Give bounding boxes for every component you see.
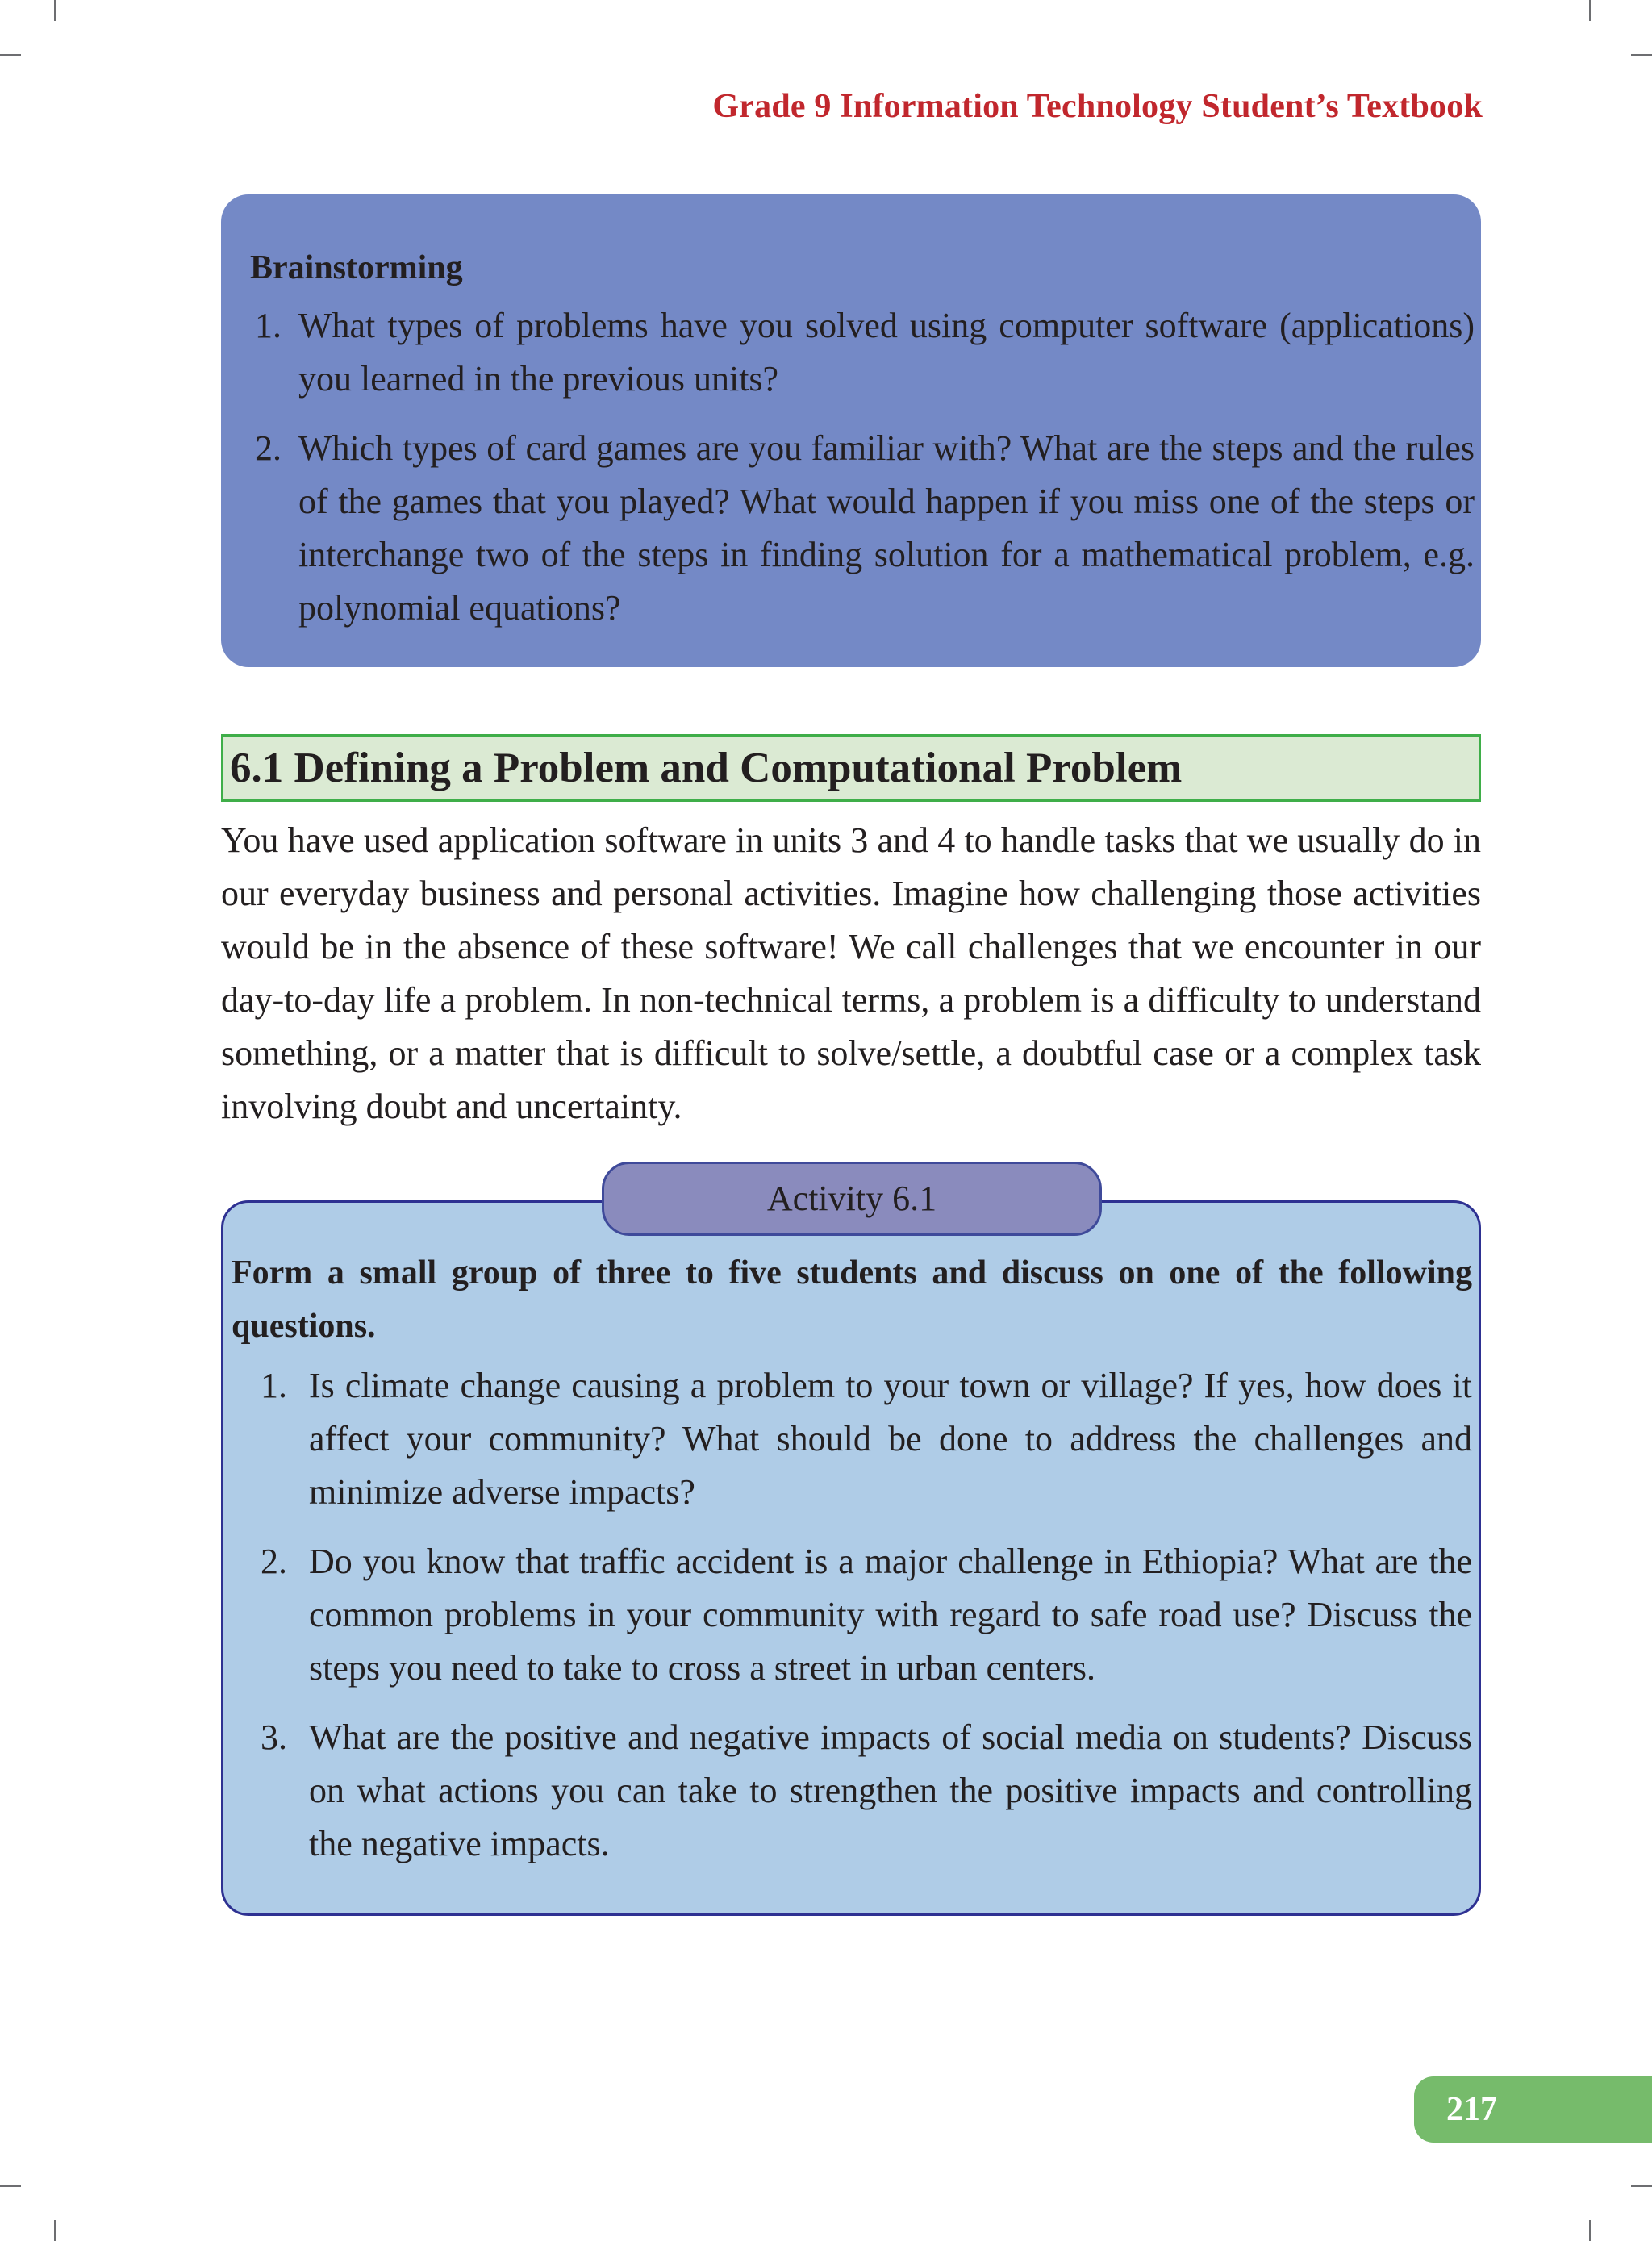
item-number: 1.: [261, 1366, 287, 1405]
item-text: What are the positive and negative impacts of social media on students? Discuss on what actions you can take to strengthen the positive impacts and controlling the negative impacts.: [309, 1717, 1472, 1863]
section-heading: 6.1 Defining a Problem and Computational Problem: [221, 734, 1481, 802]
list-item: [232, 1359, 1472, 1519]
running-header: Grade 9 Information Technology Student’s Textbook: [712, 88, 1483, 125]
brainstorming-title: Brainstorming: [250, 249, 463, 286]
activity-prompt: Form a small group of three to five students and discuss on one of the following questions.: [232, 1254, 1472, 1345]
activity-list: [232, 1359, 1472, 1871]
item-text: Which types of card games are you familiar with? What are the steps and the rules of the games that you played? What would happen if you miss one of the steps or interchange two of the steps in finding solution for a mathematical problem, e.g. polynomial equations?: [298, 428, 1475, 628]
crop-mark: [1631, 2185, 1652, 2187]
list-item: [250, 299, 1475, 406]
crop-mark: [1631, 54, 1652, 56]
list-item: [232, 1711, 1472, 1871]
list-item: [232, 1535, 1472, 1695]
activity-box: [221, 1200, 1481, 1916]
body-paragraph: You have used application software in units 3 and 4 to handle tasks that we usually do in our everyday business and personal activities. Imagine how challenging those activities would be in the absence of these software! We call challenges that we encounter in our day-to-day life a problem. In non-technical terms, a problem is a difficulty to understand something, or a matter that is difficult to solve/settle, a doubtful case or a complex task involving doubt and uncertainty.: [221, 820, 1481, 1126]
crop-mark: [0, 54, 21, 56]
brainstorming-list: [250, 299, 1475, 635]
item-number: 2.: [255, 428, 282, 468]
crop-mark: [0, 2185, 21, 2187]
crop-mark: [54, 0, 56, 21]
item-number: 3.: [261, 1717, 287, 1757]
activity-title-tab: Activity 6.1: [602, 1162, 1102, 1236]
item-text: Do you know that traffic accident is a major challenge in Ethiopia? What are the common problems in your community with regard to safe road use? Discuss the steps you need to take to cross a street in urban centers.: [309, 1542, 1472, 1688]
item-number: 1.: [255, 306, 282, 345]
item-text: Is climate change causing a problem to your town or village? If yes, how does it affect your community? What should be done to address the challenges and minimize adverse impacts?: [309, 1366, 1472, 1512]
crop-mark: [1589, 0, 1591, 21]
item-text: What types of problems have you solved using computer software (applications) you learned in the previous units?: [298, 306, 1475, 399]
crop-mark: [54, 2220, 56, 2241]
brainstorming-box: [221, 194, 1481, 667]
item-number: 2.: [261, 1542, 287, 1581]
crop-mark: [1589, 2220, 1591, 2241]
page-number: 217: [1414, 2076, 1652, 2143]
list-item: [250, 422, 1475, 635]
